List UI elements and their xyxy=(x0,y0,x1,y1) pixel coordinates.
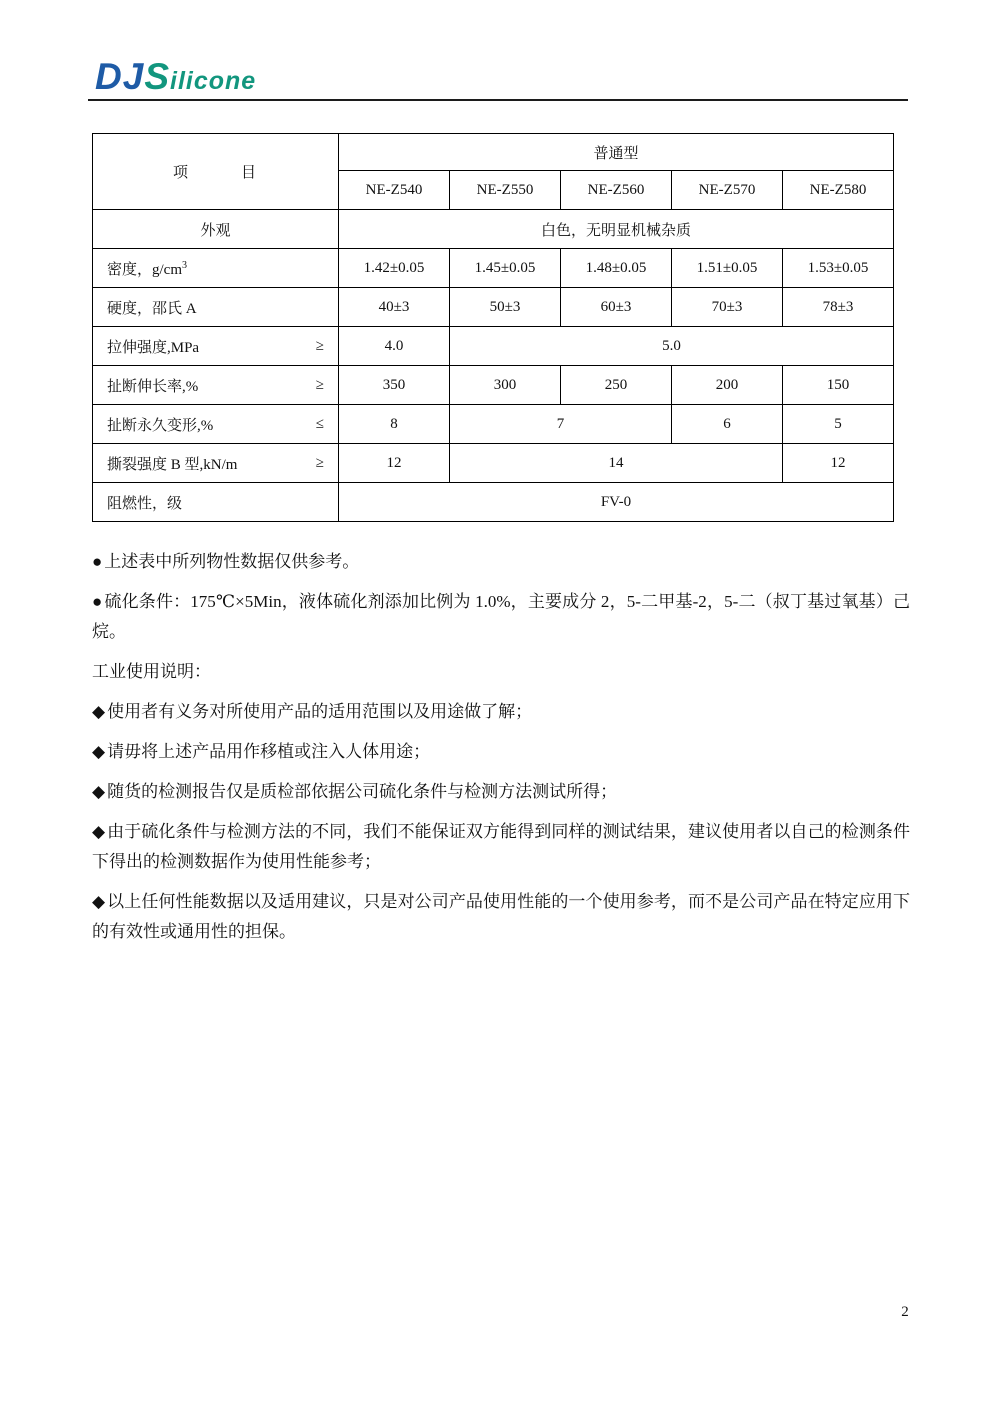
section-title-industrial-use: 工业使用说明： xyxy=(92,662,211,681)
row-label-text: 阻燃性，级 xyxy=(107,495,183,512)
table-row-permanent-set xyxy=(93,405,894,444)
diamond-bullet-icon: ◆ xyxy=(92,702,106,721)
row-label-text: 硬度，邵氏 A xyxy=(107,300,197,317)
value-cell: 12 xyxy=(783,444,894,483)
diamond-bullet-icon: ◆ xyxy=(92,742,106,761)
gte-symbol: ≥ xyxy=(315,337,324,354)
instruction-item xyxy=(92,887,910,947)
value-cell: 70±3 xyxy=(672,288,783,327)
item-header-cell: 项 目 xyxy=(93,134,339,210)
value-cell: 6 xyxy=(672,405,783,444)
table-row-tear-strength xyxy=(93,444,894,483)
model-cell: NE-Z550 xyxy=(450,171,561,210)
lte-symbol: ≤ xyxy=(315,415,324,432)
value-cell: 5 xyxy=(783,405,894,444)
table-row-flame-retardancy xyxy=(93,483,894,522)
note-reference-only xyxy=(92,547,910,577)
row-label xyxy=(93,405,339,444)
row-label xyxy=(93,366,339,405)
instruction-item xyxy=(92,737,910,767)
logo-text-teal-rest: ilicone xyxy=(170,67,257,95)
row-label-text: 扯断永久变形,% xyxy=(107,417,214,434)
diamond-bullet-icon: ◆ xyxy=(92,822,106,841)
company-logo xyxy=(95,56,256,98)
row-label-text: 拉伸强度,MPa xyxy=(107,339,200,356)
logo-text-teal-cap: S xyxy=(144,56,170,97)
row-label xyxy=(93,288,339,327)
logo-text-blue: DJ xyxy=(95,56,145,97)
value-cell: FV-0 xyxy=(339,483,894,522)
notes-section xyxy=(92,547,910,957)
diamond-bullet-icon: ◆ xyxy=(92,892,106,911)
value-cell: 1.42±0.05 xyxy=(339,249,450,288)
value-cell: 200 xyxy=(672,366,783,405)
value-cell: 14 xyxy=(450,444,783,483)
value-cell: 7 xyxy=(450,405,672,444)
table-row-appearance xyxy=(93,210,894,249)
superscript: 3 xyxy=(182,259,187,271)
value-cell: 60±3 xyxy=(561,288,672,327)
model-cell: NE-Z580 xyxy=(783,171,894,210)
row-label xyxy=(93,249,339,288)
circle-bullet-icon: ● xyxy=(92,552,103,571)
instruction-text: 随货的检测报告仅是质检部依据公司硫化条件与检测方法测试所得； xyxy=(107,782,618,801)
instruction-item xyxy=(92,817,910,877)
instruction-text: 以上任何性能数据以及适用建议，只是对公司产品使用性能的一个使用参考，而不是公司产品在特定应用下的有效性或通用性的担保。 xyxy=(92,892,911,941)
value-cell: 8 xyxy=(339,405,450,444)
table-row-elongation xyxy=(93,366,894,405)
value-cell: 1.45±0.05 xyxy=(450,249,561,288)
value-cell: 300 xyxy=(450,366,561,405)
table-row-density xyxy=(93,249,894,288)
instruction-item xyxy=(92,777,910,807)
page-number: 2 xyxy=(901,1304,909,1320)
value-cell: 40±3 xyxy=(339,288,450,327)
row-label xyxy=(93,327,339,366)
value-cell: 1.53±0.05 xyxy=(783,249,894,288)
table-row-hardness xyxy=(93,288,894,327)
value-cell: 5.0 xyxy=(450,327,894,366)
gte-symbol: ≥ xyxy=(315,376,324,393)
value-cell: 4.0 xyxy=(339,327,450,366)
instruction-item xyxy=(92,697,910,727)
gte-symbol: ≥ xyxy=(315,454,324,471)
value-cell: 250 xyxy=(561,366,672,405)
instruction-text: 请毋将上述产品用作移植或注入人体用途； xyxy=(107,742,431,761)
note-text: 硫化条件：175℃×5Min，液体硫化剂添加比例为 1.0%，主要成分 2，5-二甲基-2，5-二（叔丁基过氧基）己烷。 xyxy=(92,592,910,641)
value-cell: 1.51±0.05 xyxy=(672,249,783,288)
row-label xyxy=(93,483,339,522)
row-label: 外观 xyxy=(93,210,339,249)
value-cell: 150 xyxy=(783,366,894,405)
model-cell: NE-Z540 xyxy=(339,171,450,210)
value-cell: 12 xyxy=(339,444,450,483)
row-label xyxy=(93,444,339,483)
model-cell: NE-Z560 xyxy=(561,171,672,210)
row-label-text: 扯断伸长率,% xyxy=(107,378,199,395)
row-label-text: 密度，g/cm xyxy=(107,261,182,278)
note-vulcanization xyxy=(92,587,910,647)
value-cell: 白色，无明显机械杂质 xyxy=(339,210,894,249)
circle-bullet-icon: ● xyxy=(92,592,103,611)
spec-table xyxy=(92,133,894,522)
instruction-text: 使用者有义务对所使用产品的适用范围以及用途做了解； xyxy=(107,702,533,721)
table-row-header-group xyxy=(93,134,894,171)
note-text: 上述表中所列物性数据仅供参考。 xyxy=(104,552,360,571)
header-divider xyxy=(88,99,908,101)
table-row-tensile xyxy=(93,327,894,366)
diamond-bullet-icon: ◆ xyxy=(92,782,106,801)
instruction-text: 由于硫化条件与检测方法的不同，我们不能保证双方能得到同样的测试结果，建议使用者以自己的检测条件下得出的检测数据作为使用性能参考； xyxy=(92,822,911,871)
group-header-cell: 普通型 xyxy=(339,134,894,171)
model-cell: NE-Z570 xyxy=(672,171,783,210)
value-cell: 350 xyxy=(339,366,450,405)
value-cell: 50±3 xyxy=(450,288,561,327)
row-label-text: 撕裂强度 B 型,kN/m xyxy=(107,456,238,473)
value-cell: 1.48±0.05 xyxy=(561,249,672,288)
value-cell: 78±3 xyxy=(783,288,894,327)
